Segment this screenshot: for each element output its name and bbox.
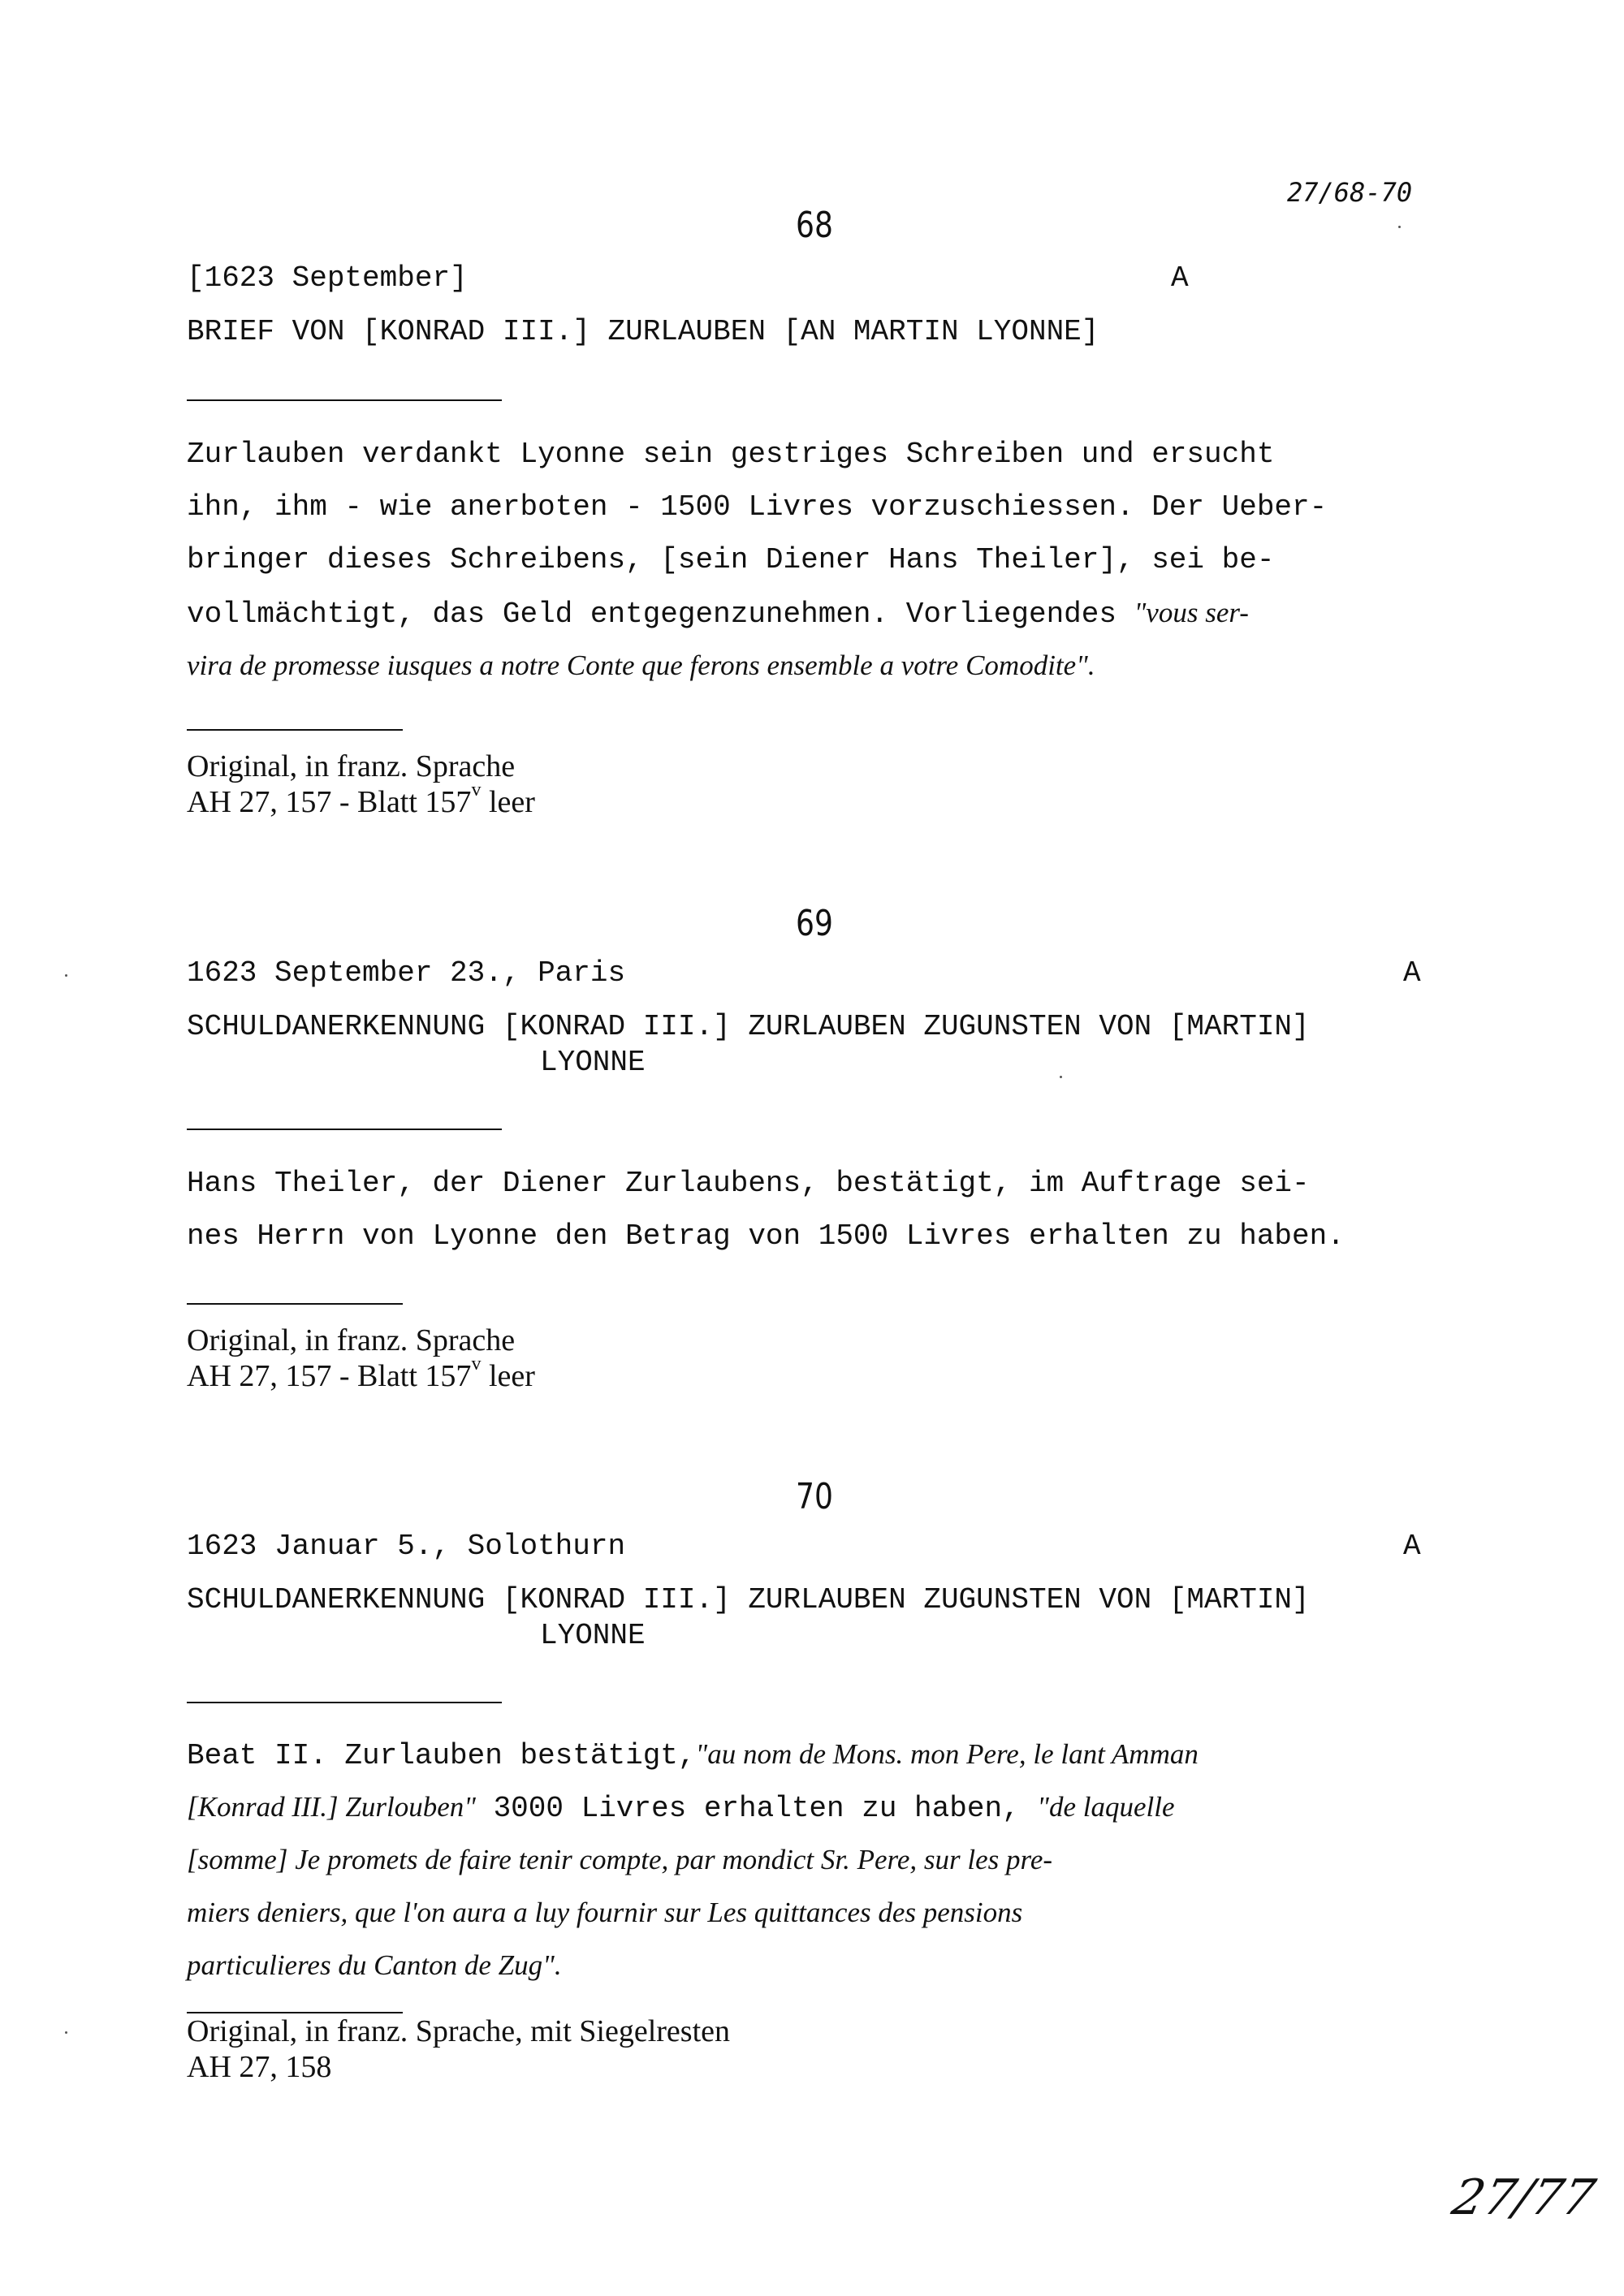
source-note: Original, in franz. Sprache [187, 749, 516, 783]
summary-text: bringer dieses Schreibens, [sein Diener Hans Theiler], sei be- [187, 543, 1275, 576]
quoted-french-text: [Konrad III.] Zurlouben" [187, 1791, 476, 1823]
summary-text: 3000 Livres erhalten zu haben, [475, 1792, 1038, 1825]
quoted-french-text: [somme] Je promets de faire tenir compte, par mondict Sr. Pere, sur les pre- [187, 1844, 1053, 1875]
entry-date: [1623 September] [187, 261, 468, 295]
quoted-french-text: "de laquelle [1037, 1791, 1175, 1823]
signature-line [187, 2049, 331, 2085]
summary-text: vollmächtigt, das Geld entgegenzunehmen. Vorliegendes [187, 598, 1134, 631]
scan-speck [1060, 1076, 1062, 1078]
entry-title-continued: LYONNE [540, 1046, 646, 1079]
summary-line [187, 639, 1486, 692]
divider-rule [187, 399, 502, 401]
summary-line [187, 1886, 1486, 1939]
signature-superscript: v [471, 779, 482, 801]
signature-line [187, 779, 535, 820]
summary-line [187, 1833, 1486, 1886]
entry-number: 69 [796, 903, 833, 944]
divider-rule [187, 1303, 403, 1305]
scan-speck [65, 2031, 67, 2034]
entry-title: SCHULDANERKENNUNG [KONRAD III.] ZURLAUBEN ZUGUNSTEN VON [MARTIN] [187, 1583, 1310, 1616]
signature-tail: leer [481, 785, 535, 819]
entry-summary [187, 1728, 1486, 1992]
entry-summary [187, 1157, 1486, 1262]
quoted-french-text: vira de promesse iusques a notre Conte que ferons ensemble a votre Comodite". [187, 650, 1095, 681]
entry-date: 1623 September 23., Paris [187, 956, 626, 990]
quoted-french-text: miers deniers, que l'on aura a luy fournir sur Les quittances des pensions [187, 1897, 1023, 1928]
signature-tail: leer [481, 1359, 535, 1393]
summary-text: nes Herrn von Lyonne den Betrag von 1500 Livres erhalten zu haben. [187, 1219, 1345, 1253]
handwritten-folio-number: 27/77 [1447, 2169, 1600, 2226]
divider-rule [187, 729, 403, 731]
entry-code: A [1403, 956, 1421, 990]
entry-title: SCHULDANERKENNUNG [KONRAD III.] ZURLAUBEN ZUGUNSTEN VON [MARTIN] [187, 1010, 1310, 1043]
signature-main: AH 27, 157 - Blatt 157 [187, 785, 472, 819]
source-note: Original, in franz. Sprache, mit Siegelresten [187, 2014, 731, 2048]
entry-code: A [1171, 261, 1189, 295]
entry-number: 70 [796, 1476, 833, 1517]
signature-main: AH 27, 157 - Blatt 157 [187, 1359, 472, 1393]
divider-rule [187, 1129, 502, 1130]
summary-text: Zurlauben verdankt Lyonne sein gestriges Schreiben und ersucht [187, 438, 1275, 471]
signature-main: AH 27, 158 [187, 2050, 332, 2084]
signature-superscript: v [471, 1353, 482, 1375]
summary-line [187, 1728, 1486, 1780]
summary-line [187, 1210, 1486, 1262]
summary-line [187, 481, 1486, 533]
entry-title-continued: LYONNE [540, 1619, 646, 1652]
summary-line [187, 586, 1486, 639]
entry-code: A [1403, 1530, 1421, 1563]
scan-speck [1398, 226, 1401, 228]
quoted-french-text: particulieres du Canton de Zug". [187, 1949, 562, 1981]
divider-rule [187, 1702, 502, 1703]
signature-line [187, 1353, 535, 1394]
summary-line [187, 1939, 1486, 1992]
entry-number: 68 [796, 205, 833, 246]
scan-speck [65, 974, 67, 977]
summary-text: ihn, ihm - wie anerboten - 1500 Livres vorzuschiessen. Der Ueber- [187, 490, 1328, 524]
summary-text: Beat II. Zurlauben bestätigt, [187, 1739, 696, 1772]
entry-date: 1623 Januar 5., Solothurn [187, 1530, 626, 1563]
summary-line [187, 1157, 1486, 1210]
summary-line [187, 533, 1486, 586]
entry-summary [187, 428, 1486, 692]
summary-line [187, 428, 1486, 481]
quoted-french-text: "au nom de Mons. mon Pere, le lant Amman [695, 1738, 1199, 1770]
quoted-french-text: "vous ser- [1134, 597, 1249, 628]
source-note: Original, in franz. Sprache [187, 1323, 516, 1357]
archive-reference: 27/68-70 [1287, 177, 1413, 208]
entry-title: BRIEF VON [KONRAD III.] ZURLAUBEN [AN MARTIN LYONNE] [187, 315, 1099, 348]
summary-text: Hans Theiler, der Diener Zurlaubens, bestätigt, im Auftrage sei- [187, 1167, 1310, 1200]
summary-line [187, 1780, 1486, 1833]
